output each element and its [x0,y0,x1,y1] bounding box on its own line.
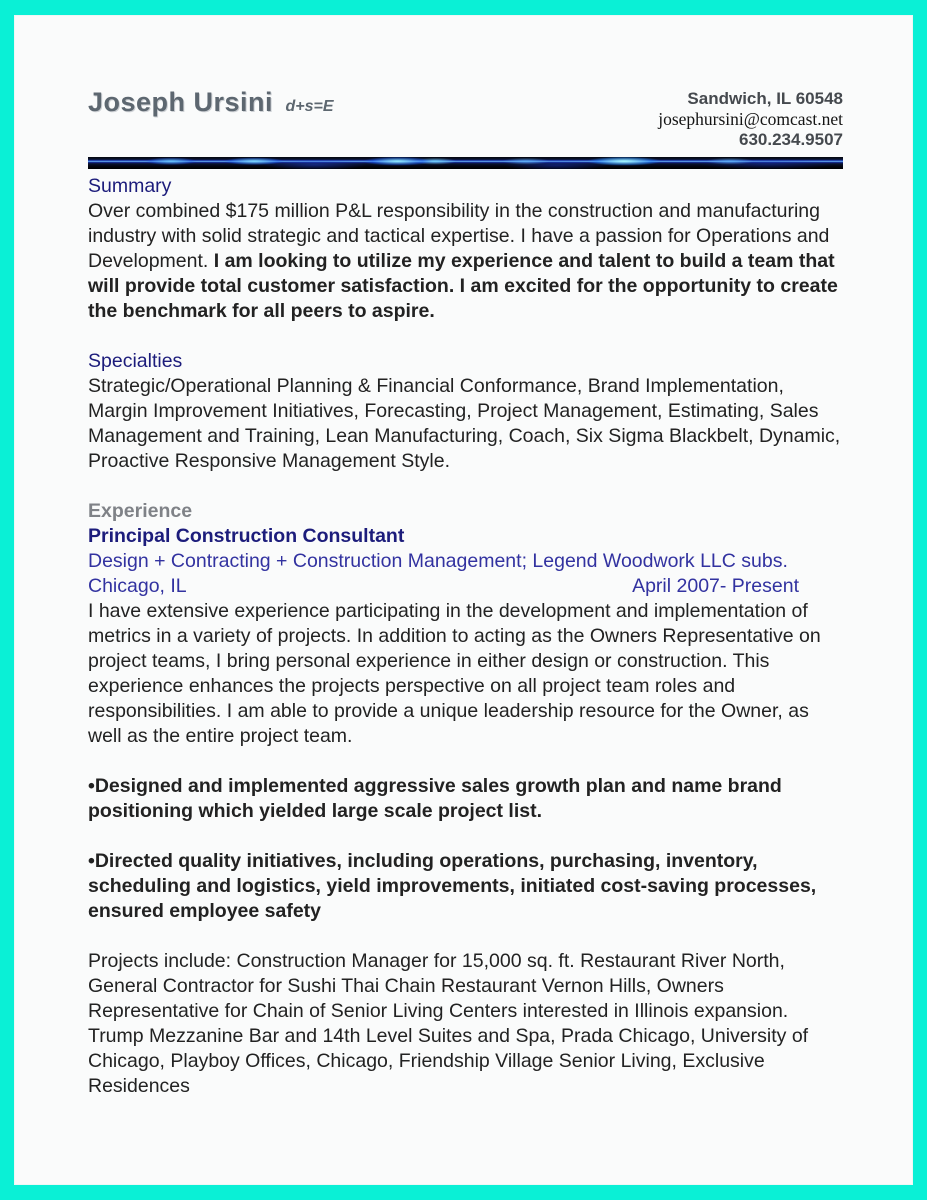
person-name: Joseph Ursini [88,87,274,117]
contact-info [658,89,843,150]
job-projects: Projects include: Construction Manager for 15,000 sq. ft. Restaurant River North, General Contractor for Sushi Thai Chain Restaurant Vernon Hills, Owners Representative for Chain of Senior Living Centers interested in Illinois expansion. Trump Mezzanine Bar and 14th Level Suites and Spa, Prada Chicago, University of Chicago, Playboy Offices, Chicago, Friendship Village Senior Living, Exclusive Residences [88,950,809,1097]
summary-text-normal: Over combined $175 million P&L responsibility in the construction and manufacturing industry with solid strategic and tactical expertise. I have a passion for Operations and Development. [88,200,830,272]
divider-light-bar [88,157,843,169]
job-location-dates [88,574,843,599]
dse-logo: d+s=E [285,98,334,115]
contact-email: josephursini@comcast.net [658,109,843,129]
job-dates: April 2007- Present [632,575,799,597]
specialties-heading: Specialties [88,350,183,372]
job-bullet: •Directed quality initiatives, including operations, purchasing, inventory, scheduling and logistics, yield improvements, initiated cost-saving processes, ensured employee safety [88,850,817,922]
contact-location: Sandwich, IL 60548 [687,89,843,108]
name-block [88,87,334,118]
specialties-paragraph: Strategic/Operational Planning & Financial Conformance, Brand Implementation, Margin Improvement Initiatives, Forecasting, Project Management, Estimating, Sales Management and Training, Lean Manufacturing, Coach, Six Sigma Blackbelt, Dynamic, Proactive Responsive Management Style. [88,375,846,472]
summary-heading: Summary [88,175,172,197]
resume-page [14,15,913,1185]
contact-phone: 630.234.9507 [739,130,843,149]
resume-content [14,15,913,1099]
header [88,87,843,150]
job-description: I have extensive experience participating in the development and implementation of metrics in a variety of projects. In addition to acting as the Owners Representative on project teams, I bring personal experience in either design or construction. This experience enhances the projects perspective on all project team roles and responsibilities. I am able to provide a unique leadership resource for the Owner, as well as the entire project team. [88,600,821,747]
experience-heading: Experience [88,500,193,522]
job-title: Principal Construction Consultant [88,525,405,547]
job-location: Chicago, IL [88,575,187,597]
job-company: Design + Contracting + Construction Management; Legend Woodwork LLC subs. [88,550,788,572]
job-bullet: •Designed and implemented aggressive sales growth plan and name brand positioning which yielded large scale project list. [88,775,782,822]
summary-paragraph [88,199,843,324]
summary-text-bold: I am looking to utilize my experience and talent to build a team that will provide total customer satisfaction. I am excited for the opportunity to create the benchmark for all peers to aspire. [88,250,838,322]
